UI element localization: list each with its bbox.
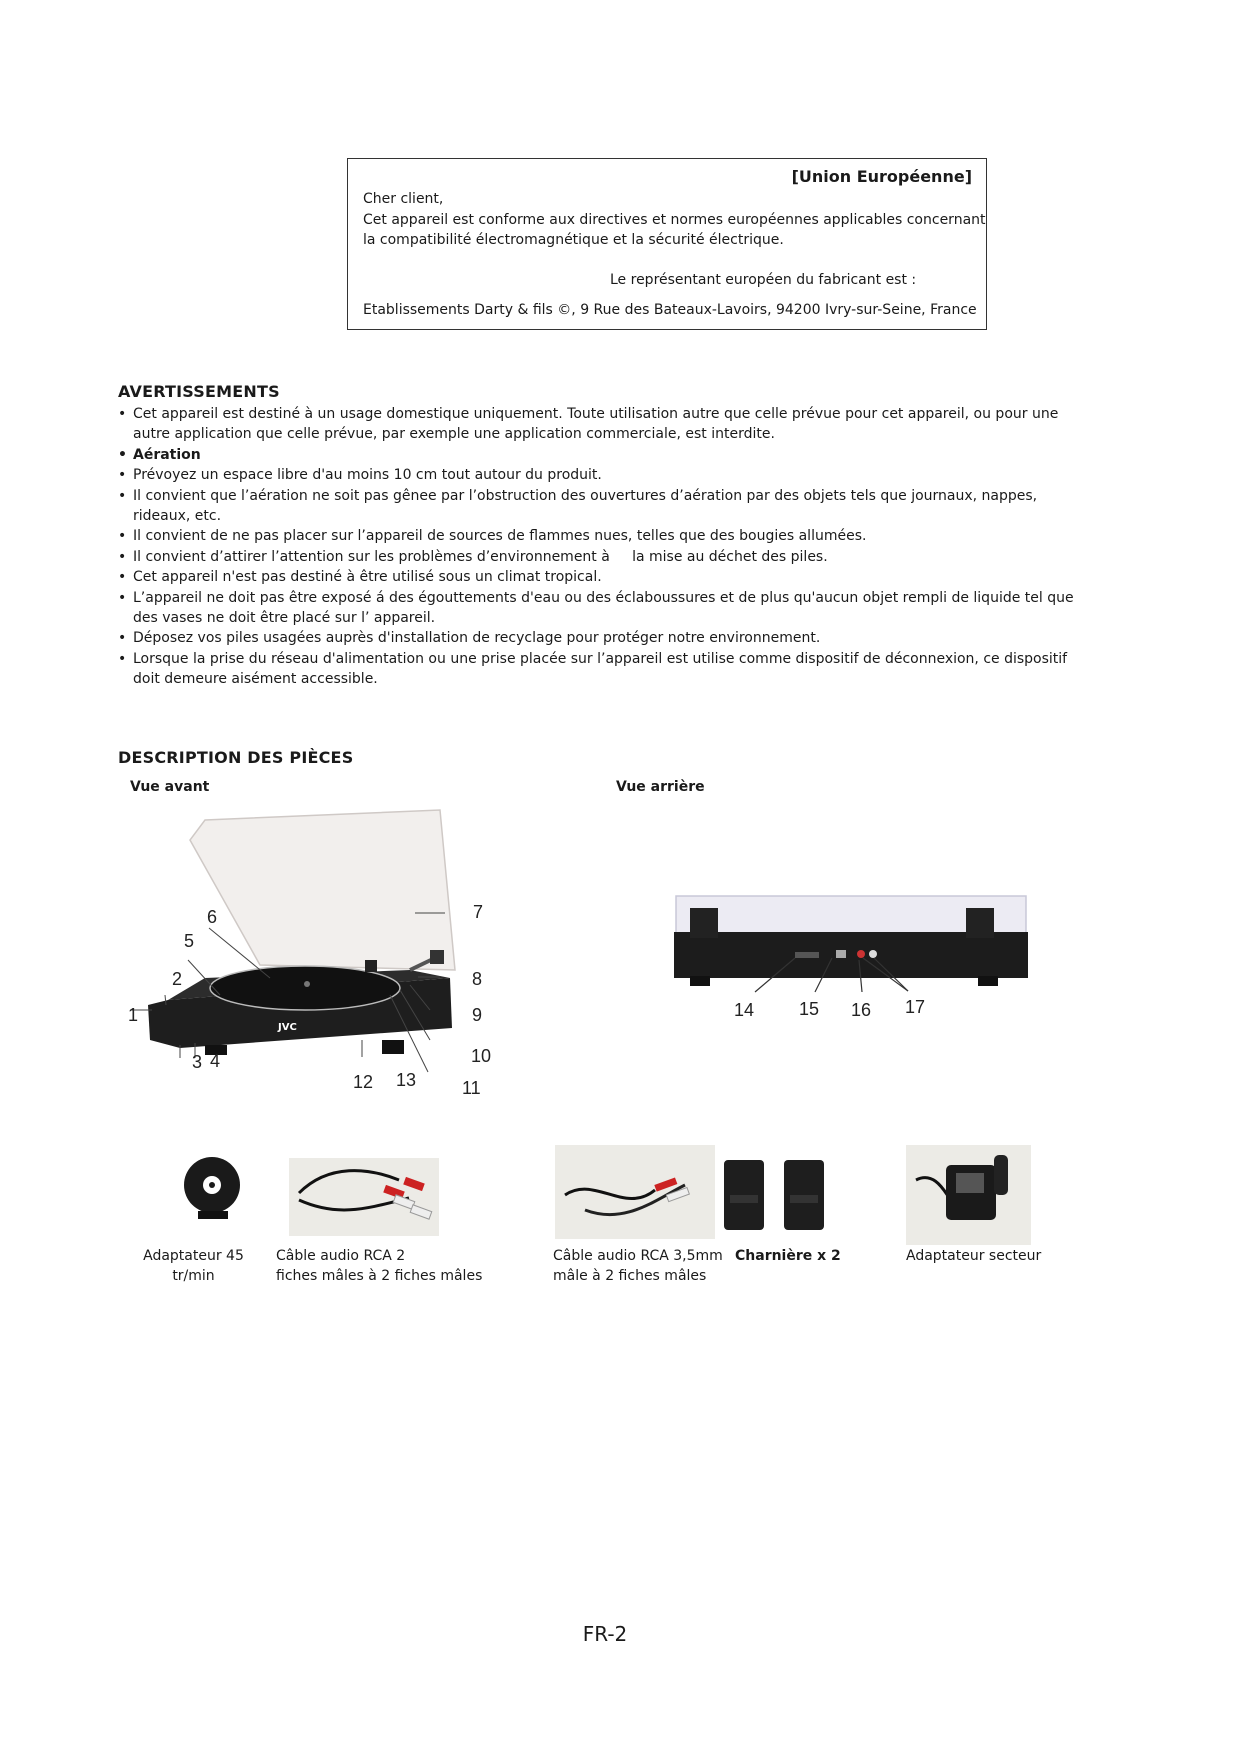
part-number-7: 7 (473, 902, 484, 922)
caption-adapter-45 (141, 1246, 246, 1286)
part-number-8: 8 (472, 969, 483, 989)
warning-item: • Cet appareil n'est pas destiné à être utilisé sous un climat tropical. (118, 567, 1093, 587)
warning-item: • Il convient d’attirer l’attention sur les problèmes d’environnement à la mise au déchet des piles. (118, 547, 1093, 567)
notice-line-2: la compatibilité électromagnétique et la sécurité électrique. (363, 232, 784, 248)
part-number-5: 5 (184, 931, 195, 951)
notice-address: Etablissements Darty & fils ©, 9 Rue des Bateaux-Lavoirs, 94200 Ivry-sur-Seine, France (363, 302, 977, 318)
warnings-heading: AVERTISSEMENTS (118, 382, 280, 401)
page-number: FR-2 (582, 1622, 628, 1646)
part-number-1: 1 (128, 1005, 139, 1025)
platter (210, 966, 400, 1010)
notice-title: [Union Européenne] (791, 167, 972, 186)
caption-power-adapter: Adaptateur secteur (906, 1248, 1042, 1264)
rca-cable-image (289, 1158, 439, 1236)
dust-cover (190, 810, 455, 970)
hinge-image (722, 1155, 842, 1235)
part-number-15: 15 (799, 999, 820, 1019)
warning-item: • Il convient que l’aération ne soit pas gênee par l’obstruction des ouvertures d’aération par des objets tels que journaux, nappes, rideaux, etc. (118, 486, 1093, 527)
notice-line-1: Cet appareil est conforme aux directives et normes européennes applicables concernant (363, 212, 986, 228)
caption-adapter-45-line-1: Adaptateur 45 (143, 1248, 244, 1264)
warnings-list (118, 404, 1093, 690)
warning-item: • Il convient de ne pas placer sur l’appareil de sources de flammes nues, telles que des bougies allumées. (118, 526, 1093, 546)
rear-panel (674, 932, 1028, 978)
part-number-16: 16 (851, 1000, 872, 1020)
caption-adapter-45-line-2: tr/min (172, 1268, 215, 1284)
caption-rca-line-2: fiches mâles à 2 fiches mâles (276, 1268, 483, 1284)
part-number-17: 17 (905, 997, 926, 1017)
part-number-4: 4 (210, 1051, 221, 1071)
part-number-3: 3 (192, 1052, 203, 1072)
caption-rca-line-1: Câble audio RCA 2 (276, 1248, 406, 1264)
eu-notice-box (347, 158, 987, 330)
mini-jack-cable-image (555, 1145, 715, 1239)
warning-item: • Lorsque la prise du réseau d'alimentation ou une prise placée sur l’appareil est utilise comme dispositif de déconnexion, ce dispositif doit demeure aisément accessible. (118, 649, 1093, 690)
caption-mini-line-2: mâle à 2 fiches mâles (553, 1268, 707, 1284)
power-adapter-image (906, 1145, 1031, 1245)
adapter-45-image (178, 1155, 248, 1223)
part-number-14: 14 (734, 1000, 755, 1020)
caption-hinge: Charnière x 2 (735, 1248, 841, 1264)
part-number-11: 11 (462, 1078, 481, 1098)
caption-mini-line-1: Câble audio RCA 3,5mm (553, 1248, 723, 1264)
parts-heading: DESCRIPTION DES PIÈCES (118, 748, 354, 767)
part-number-6: 6 (207, 907, 218, 927)
caption-mini-cable (553, 1246, 723, 1286)
part-number-10: 10 (471, 1046, 492, 1066)
warning-item: • Cet appareil est destiné à un usage domestique uniquement. Toute utilisation autre que celle prévue pour cet appareil, ou pour une autre application que celle prévue, par exemple une application commerciale, est interdite. (118, 404, 1093, 445)
part-number-12: 12 (353, 1072, 374, 1092)
brand-logo: JVC (278, 1022, 297, 1033)
warning-item: • Prévoyez un espace libre d'au moins 10 cm tout autour du produit. (118, 465, 1093, 485)
caption-rca-cable (276, 1246, 482, 1286)
front-view-label: Vue avant (130, 779, 210, 795)
part-number-2: 2 (172, 969, 183, 989)
notice-representative: Le représentant européen du fabricant est : (610, 272, 917, 288)
warning-item: • Déposez vos piles usagées auprès d'installation de recyclage pour protéger notre environnement. (118, 628, 1093, 648)
rear-view-label: Vue arrière (616, 779, 705, 795)
notice-greeting: Cher client, (363, 191, 444, 207)
part-number-9: 9 (472, 1005, 483, 1025)
turntable-rear-view (660, 880, 1040, 1010)
part-number-13: 13 (396, 1070, 417, 1090)
warning-subheading: • Aération (118, 445, 1093, 465)
warning-item: • L’appareil ne doit pas être exposé á des égouttements d'eau ou des éclaboussures et de plus qu'aucun objet rempli de liquide tel que des vases ne doit être placé sur l’ appareil. (118, 588, 1093, 629)
